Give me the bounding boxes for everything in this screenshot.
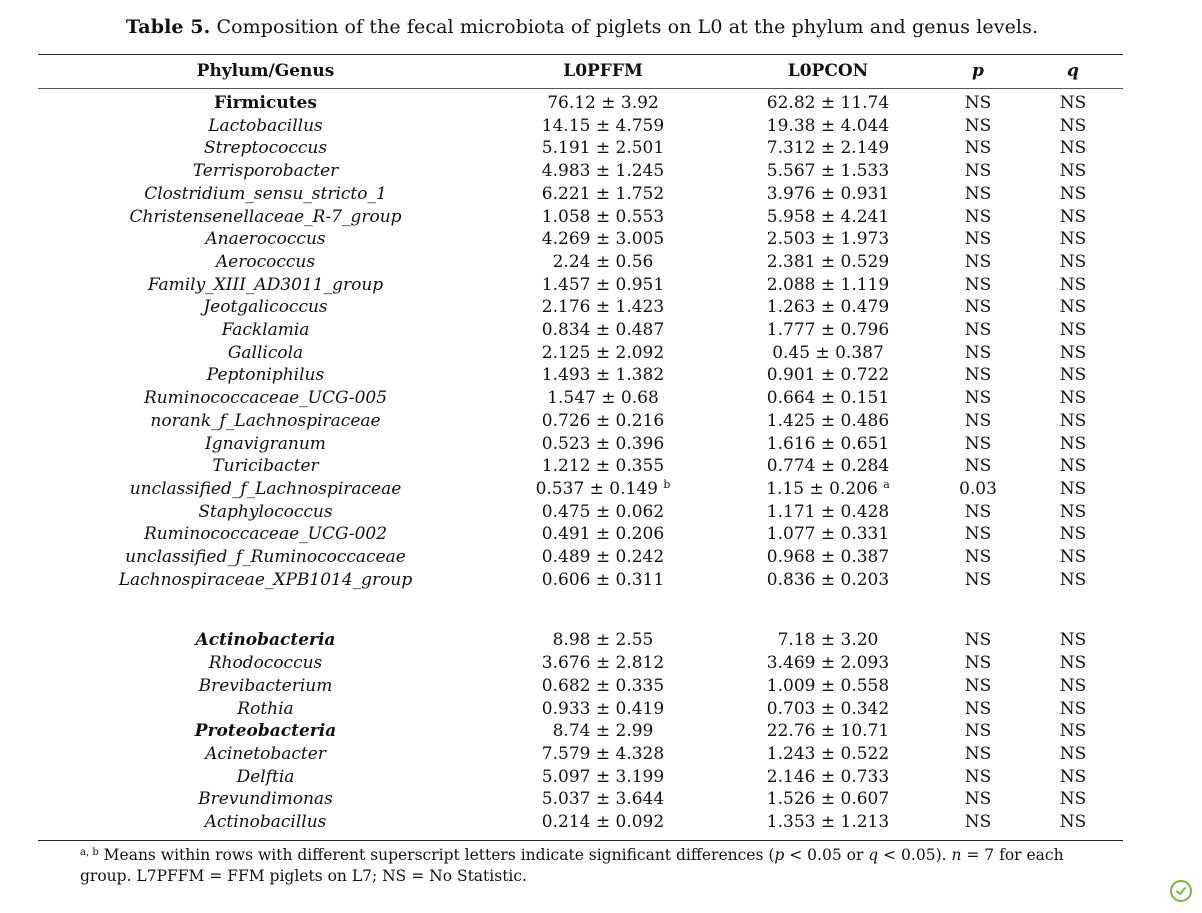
p-value: NS [964,320,992,340]
l0pcon-value: 1.263 ± 0.479 [766,297,890,318]
l0pffm-value: 8.74 ± 2.99 [552,721,654,742]
table-row [38,364,1123,386]
table-footnote: $^{a, b}$ Means within rows with different superscript letters indicate significant differences (p < 0.05 or q < 0.05). n = 7 for each group. L7PFFM = FFM piglets on L7; NS = No Statistic. [80,846,1064,885]
check-badge-icon[interactable] [1170,880,1192,902]
p-value: NS [964,274,992,295]
q-value: NS [1059,410,1087,431]
p-value: NS [964,501,992,522]
p-value: NS [964,789,992,810]
l0pffm-value: 0.491 ± 0.206 [541,524,665,545]
p-value: NS [964,547,992,567]
p-value: NS [964,812,992,832]
taxon-name: norank_f_Lachnospiraceae [150,410,381,431]
table-row [38,523,1123,545]
taxon-name: Rothia [237,698,294,719]
footnote-superscript: a, b [80,847,99,858]
l0pffm-value: 0.214 ± 0.092 [541,812,665,832]
table-row [38,569,1123,591]
p-value: 0.03 [959,478,997,499]
q-value: NS [1059,478,1087,499]
table-row [38,228,1123,250]
p-value: NS [964,388,992,409]
l0pffm-value: 2.176 ± 1.423 [541,297,665,318]
l0pcon-value: 1.15 ± 0.206 $^a$ [766,477,890,499]
l0pcon-value: 1.425 ± 0.486 [766,410,890,431]
taxon-name: Jeotgalicoccus [203,297,328,318]
table-row [38,410,1123,432]
check-mark-icon [1174,884,1188,898]
l0pcon-value: 19.38 ± 4.044 [766,115,890,136]
q-value: NS [1059,229,1087,250]
taxon-name: Delftia [236,766,295,787]
table-row [38,629,1123,651]
q-value: NS [1059,675,1087,696]
table-row [38,433,1123,455]
p-value: NS [964,456,992,477]
table-row [38,743,1123,765]
table-row [38,342,1123,364]
q-value: NS [1059,274,1087,295]
table-row [38,766,1123,788]
l0pffm-value: 4.269 ± 3.005 [541,229,665,250]
table-row [38,698,1123,720]
l0pffm-value: 0.834 ± 0.487 [541,320,665,340]
l0pcon-value: 3.469 ± 2.093 [766,653,890,674]
p-value: NS [964,206,992,227]
p-value: NS [964,93,992,113]
taxon-name: Terrisporobacter [192,161,339,182]
taxon-name: Ignavigranum [205,433,326,454]
q-value: NS [1059,789,1087,810]
p-value: NS [964,433,992,454]
l0pffm-value: 0.933 ± 0.419 [541,698,665,719]
q-value: NS [1059,501,1087,522]
table-row [38,92,1123,114]
l0pcon-value: 2.381 ± 0.529 [766,251,890,272]
q-value: NS [1059,206,1087,227]
q-value: NS [1059,93,1087,113]
header-l0pffm: L0PFFM [563,61,643,81]
header-rule [38,88,1123,89]
taxon-name: unclassified_f_Ruminococcaceae [125,547,406,567]
taxon-name: Aerococcus [215,251,316,272]
table-row [38,478,1123,500]
table-row [38,811,1123,833]
table-row [38,274,1123,296]
q-value: NS [1059,388,1087,409]
l0pcon-value: 22.76 ± 10.71 [766,721,890,742]
taxon-name: Christensenellaceae_R-7_group [129,206,402,227]
table-row [38,206,1123,228]
p-value: NS [964,229,992,250]
q-value: NS [1059,569,1087,590]
l0pcon-value: 1.616 ± 0.651 [766,433,890,454]
taxon-name: Firmicutes [214,93,317,113]
top-rule [38,54,1123,55]
q-value: NS [1059,433,1087,454]
taxon-name: Family_XIII_AD3011_group [147,274,384,295]
taxon-name: Rhodococcus [208,653,323,674]
table-row [38,546,1123,568]
l0pffm-value: 7.579 ± 4.328 [541,743,665,764]
q-value: NS [1059,251,1087,272]
q-value: NS [1059,456,1087,477]
l0pcon-value: 1.171 ± 0.428 [766,501,890,522]
taxon-name: Lactobacillus [208,115,323,136]
taxon-name: Brevibacterium [198,675,333,696]
l0pffm-value: 0.523 ± 0.396 [541,433,665,454]
taxon-name: Streptococcus [203,138,328,159]
q-value: NS [1059,653,1087,674]
l0pffm-value: 2.24 ± 0.56 [552,251,654,272]
l0pffm-value: 1.212 ± 0.355 [541,456,665,477]
l0pffm-value: 1.457 ± 0.951 [541,274,665,295]
p-value: NS [964,698,992,719]
l0pffm-value: 0.537 ± 0.149 $^b$ [535,477,671,499]
l0pffm-value: 5.191 ± 2.501 [541,138,665,159]
table-caption [0,16,1164,38]
p-value: NS [964,630,992,651]
l0pcon-value: 2.088 ± 1.119 [766,274,890,295]
header-p: p [972,61,984,81]
l0pcon-value: 1.353 ± 1.213 [766,812,890,832]
taxon-name: Peptoniphilus [206,365,325,386]
l0pcon-value: 7.312 ± 2.149 [766,138,890,159]
taxon-name: Anaerococcus [205,229,326,250]
p-value: NS [964,365,992,386]
table-label: Table 5. [125,16,211,38]
l0pcon-value: 2.146 ± 0.733 [766,766,890,787]
p-value: NS [964,115,992,136]
q-value: NS [1059,698,1087,719]
q-value: NS [1059,365,1087,386]
header-l0pcon: L0PCON [787,61,869,81]
l0pcon-value: 1.077 ± 0.331 [766,524,890,545]
table-row [38,137,1123,159]
p-value: NS [964,297,992,318]
l0pffm-value: 4.983 ± 1.245 [541,161,665,182]
l0pffm-value: 0.489 ± 0.242 [541,547,665,567]
l0pffm-value: 0.475 ± 0.062 [541,501,665,522]
table-row [38,675,1123,697]
table-row [38,788,1123,810]
q-value: NS [1059,812,1087,832]
table-row [38,183,1123,205]
l0pffm-value: 0.726 ± 0.216 [541,410,665,431]
q-value: NS [1059,297,1087,318]
p-value: NS [964,410,992,431]
q-value: NS [1059,183,1087,204]
taxon-name: Turicibacter [212,456,319,477]
table-row [38,296,1123,318]
superscript-letter: b [663,477,671,491]
q-value: NS [1059,630,1087,651]
l0pcon-value: 1.526 ± 0.607 [766,789,890,810]
taxon-name: Gallicola [227,342,304,363]
l0pcon-value: 0.836 ± 0.203 [766,569,890,590]
l0pffm-value: 0.682 ± 0.335 [541,675,665,696]
l0pffm-value: 5.037 ± 3.644 [541,789,665,810]
p-value: NS [964,251,992,272]
table-row [38,501,1123,523]
taxon-name: Actinobacteria [195,630,336,651]
p-value: NS [964,183,992,204]
taxon-name: Facklamia [221,320,310,340]
header-q: q [1067,61,1079,81]
l0pffm-value: 3.676 ± 2.812 [541,653,665,674]
q-value: NS [1059,524,1087,545]
p-value: NS [964,653,992,674]
l0pcon-value: 7.18 ± 3.20 [777,630,879,651]
l0pffm-value: 8.98 ± 2.55 [552,630,654,651]
p-value: NS [964,675,992,696]
q-value: NS [1059,161,1087,182]
table-row [38,720,1123,742]
p-value: NS [964,569,992,590]
l0pcon-value: 0.968 ± 0.387 [766,547,890,567]
l0pffm-value: 14.15 ± 4.759 [541,115,665,136]
table-row [38,251,1123,273]
p-value: NS [964,524,992,545]
q-value: NS [1059,743,1087,764]
q-value: NS [1059,342,1087,363]
p-value: NS [964,161,992,182]
l0pcon-value: 5.958 ± 4.241 [766,206,890,227]
header-row [38,60,1123,82]
p-value: NS [964,766,992,787]
p-value: NS [964,138,992,159]
table-row [38,387,1123,409]
l0pcon-value: 62.82 ± 11.74 [766,93,890,113]
l0pffm-value: 0.606 ± 0.311 [541,569,665,590]
taxon-name: Ruminococcaceae_UCG-005 [143,388,388,409]
l0pcon-value: 0.45 ± 0.387 [772,342,884,363]
l0pcon-value: 3.976 ± 0.931 [766,183,890,204]
q-value: NS [1059,320,1087,340]
p-value: NS [964,721,992,742]
l0pffm-value: 1.493 ± 1.382 [541,365,665,386]
taxon-name: Clostridium_sensu_stricto_1 [144,183,387,204]
taxon-name: Lachnospiraceae_XPB1014_group [118,569,413,590]
superscript-letter: a [883,477,890,491]
l0pffm-value: 2.125 ± 2.092 [541,342,665,363]
taxon-name: Acinetobacter [205,743,326,764]
l0pcon-value: 0.901 ± 0.722 [766,365,890,386]
taxon-name: Proteobacteria [194,721,337,742]
taxon-name: Staphylococcus [198,501,333,522]
taxon-name: unclassified_f_Lachnospiraceae [129,478,402,499]
header-taxon: Phylum/Genus [196,61,335,81]
table-row [38,455,1123,477]
l0pcon-value: 5.567 ± 1.533 [766,161,890,182]
l0pcon-value: 1.777 ± 0.796 [766,320,890,340]
l0pcon-value: 1.009 ± 0.558 [766,675,890,696]
q-value: NS [1059,138,1087,159]
taxon-name: Brevundimonas [198,789,333,810]
l0pcon-value: 0.774 ± 0.284 [766,456,890,477]
table-row [38,652,1123,674]
p-value: NS [964,342,992,363]
l0pcon-value: 0.664 ± 0.151 [766,388,890,409]
l0pffm-value: 76.12 ± 3.92 [547,93,659,113]
q-value: NS [1059,115,1087,136]
q-value: NS [1059,766,1087,787]
l0pffm-value: 1.547 ± 0.68 [547,388,659,409]
table-caption-text: Composition of the fecal microbiota of piglets on L0 at the phylum and genus levels. [210,16,1039,38]
bottom-rule [38,840,1123,841]
table-row [38,160,1123,182]
p-value: NS [964,743,992,764]
q-value: NS [1059,547,1087,567]
l0pcon-value: 1.243 ± 0.522 [766,743,890,764]
table-row [38,319,1123,341]
q-value: NS [1059,721,1087,742]
l0pcon-value: 2.503 ± 1.973 [766,229,890,250]
taxon-name: Ruminococcaceae_UCG-002 [143,524,388,545]
l0pffm-value: 6.221 ± 1.752 [541,183,665,204]
table-row [38,115,1123,137]
taxon-name: Actinobacillus [204,812,327,832]
l0pcon-value: 0.703 ± 0.342 [766,698,890,719]
l0pffm-value: 5.097 ± 3.199 [541,766,665,787]
l0pffm-value: 1.058 ± 0.553 [541,206,665,227]
